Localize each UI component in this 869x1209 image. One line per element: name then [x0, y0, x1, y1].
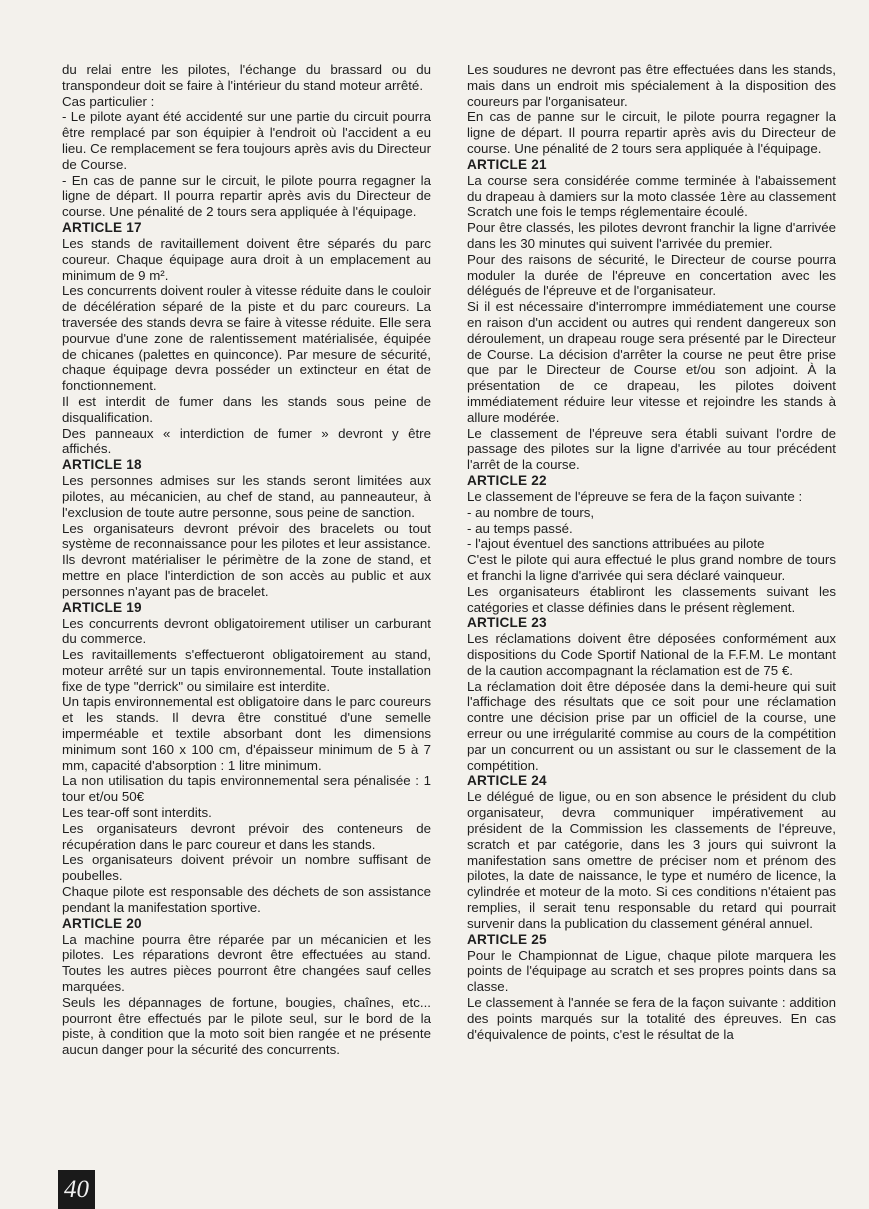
paragraph: Le délégué de ligue, ou en son absence le président du club organisateur, devra communiquer impérativement au président de la Commission les classements de l'épreuve, scratch et par catégorie, dans les 3 jours qui suivront la manifestation sans omettre de préciser nom et prénom des pilotes, la date de naissance, le type et numéro de licence, la cylindrée et moteur de la moto. Si ces conditions n'étaient pas remplies, il serait tenu responsable du retard qui pourrait survenir dans la publication du classement général annuel.: [467, 789, 836, 931]
paragraph: Ils devront matérialiser le périmètre de la zone de stand, et mettre en place l'interdiction de son accès au public et aux personnes n'ayant pas de bracelet.: [62, 552, 431, 599]
paragraph: - au nombre de tours,: [467, 504, 595, 520]
paragraph: Les concurrents devront obligatoirement utiliser un carburant du commerce.: [62, 615, 431, 647]
paragraph: La réclamation doit être déposée dans la demi-heure qui suit l'affichage des résultats que ce soit pour une réclamation contre une décision prise par un officiel de la course, une erreur ou une irrégularité commise au cours de la compétition par un concurrent ou un assistant ou sur le classement de la compétition.: [467, 678, 836, 773]
paragraph: Cas particulier :: [62, 93, 155, 109]
paragraph: C'est le pilote qui aura effectué le plus grand nombre de tours et franchi la ligne d'arrivée qui sera déclaré vainqueur.: [467, 552, 836, 583]
article-heading: ARTICLE 19: [62, 599, 142, 615]
paragraph: La course sera considérée comme terminée à l'abaissement du drapeau à damiers sur la moto classée 1ère au classement Scratch une fois le temps réglementaire écoulé.: [467, 172, 836, 220]
article-heading: ARTICLE 22: [467, 472, 547, 488]
paragraph: La non utilisation du tapis environnemental sera pénalisée : 1 tour et/ou 50€: [62, 773, 431, 805]
paragraph: En cas de panne sur le circuit, le pilote pourra regagner la ligne de départ. Il pourra repartir après avis du Directeur de course. Une pénalité de 2 tours sera appliquée à l'équipage.: [467, 109, 836, 156]
paragraph: Les tear-off sont interdits.: [62, 805, 212, 821]
paragraph: Pour des raisons de sécurité, le Directeur de course pourra moduler la durée de l'épreuve en concertation avec les délégués de l'épreuve et de l'organisateur.: [467, 251, 836, 299]
page-number: 40: [58, 1170, 95, 1209]
article-heading: ARTICLE 24: [467, 773, 547, 789]
paragraph: Chaque pilote est responsable des déchets de son assistance pendant la manifestation sportive.: [62, 884, 431, 915]
paragraph: - Le pilote ayant été accidenté sur une partie du circuit pourra être remplacé par son équipier à l'endroit où l'accident a eu lieu. Ce remplacement se fera toujours après avis du Directeur de Course.: [62, 109, 431, 172]
paragraph: Si il est nécessaire d'interrompre immédiatement une course en raison d'un accident ou autres qui rendent dangereux son déroulement, un drapeau rouge sera présenté par le Directeur de Course. La décision d'arrêter la course ne peut être prise que par le Directeur de Course et/ou son adjoint. À la présentation de ce drapeau, les pilotes doivent immédiatement réduire leur vitesse et rejoindre les stands à allure modérée.: [467, 299, 836, 425]
paragraph: Les organisateurs devront prévoir des bracelets ou tout système de reconnaissance pour les pilotes et leur assistance.: [62, 520, 431, 552]
paragraph: Les organisateurs établiront les classements suivant les catégories et classe définies dans le présent règlement.: [467, 583, 836, 615]
paragraph: Il est interdit de fumer dans les stands sous peine de disqualification.: [62, 393, 431, 425]
paragraph: - au temps passé.: [467, 520, 573, 536]
paragraph: Les organisateurs devront prévoir des conteneurs de récupération dans le parc coureur et dans les stands.: [62, 820, 431, 852]
paragraph: La machine pourra être réparée par un mécanicien et les pilotes. Les réparations devront être effectuées au stand. Toutes les autres pièces pourront être changées sauf celles marquées.: [62, 931, 431, 995]
paragraph: Les stands de ravitaillement doivent être séparés du parc coureur. Chaque équipage aura droit à un emplacement au minimum de 9 m².: [62, 235, 431, 283]
paragraph: Le classement de l'épreuve se fera de la façon suivante :: [467, 488, 803, 504]
paragraph: Les ravitaillements s'effectueront obligatoirement au stand, moteur arrêté sur un tapis environnemental. Toute installation fixe de type "derrick" ou similaire est interdite.: [62, 647, 431, 694]
paragraph: - l'ajout éventuel des sanctions attribuées au pilote: [467, 536, 765, 552]
paragraph: - En cas de panne sur le circuit, le pilote pourra regagner la ligne de départ. Il pourra repartir après avis du Directeur de course. Une pénalité de 2 tours sera appliquée à l'équipage.: [62, 172, 431, 220]
paragraph: Des panneaux « interdiction de fumer » devront y être affichés.: [62, 425, 431, 457]
article-heading: ARTICLE 18: [62, 457, 142, 473]
left-column: [62, 62, 431, 1058]
article-heading: ARTICLE 25: [467, 931, 547, 947]
article-heading: ARTICLE 20: [62, 915, 142, 931]
article-heading: ARTICLE 17: [62, 219, 142, 235]
paragraph: Pour être classés, les pilotes devront franchir la ligne d'arrivée dans les 30 minutes qui suivent l'arrivée du premier.: [467, 220, 836, 251]
paragraph: Seuls les dépannages de fortune, bougies, chaînes, etc... pourront être effectués par le pilote seul, sur le bord de la piste, à condition que la moto soit bien rangée et ne présente aucun danger pour la sécurité des concurrents.: [62, 994, 431, 1058]
paragraph: Le classement à l'année se fera de la façon suivante : addition des points marqués sur la totalité des épreuves. En cas d'équivalence de points, c'est le résultat de la: [467, 995, 836, 1042]
paragraph: Les personnes admises sur les stands seront limitées aux pilotes, au mécanicien, au chef de stand, au panneauteur, à l'exclusion de toute autre personne, sous peine de sanction.: [62, 473, 431, 520]
paragraph: Les soudures ne devront pas être effectuées dans les stands, mais dans un endroit mis spécialement à la disposition des coureurs par l'organisateur.: [467, 62, 836, 109]
paragraph: du relai entre les pilotes, l'échange du brassard ou du transpondeur doit se faire à l'intérieur du stand moteur arrêté.: [62, 62, 431, 93]
paragraph: Pour le Championnat de Ligue, chaque pilote marquera les points de l'équipage au scratch et ses propres points dans sa classe.: [467, 947, 836, 995]
article-heading: ARTICLE 21: [467, 156, 547, 172]
paragraph: Les concurrents doivent rouler à vitesse réduite dans le couloir de décélération séparé de la piste et du parc coureurs. La traversée des stands devra se faire à vitesse réduite. Elle sera pourvue d'une zone de ralentissement matérialisée, équipée de chicanes (palettes en quinconce). Par mesure de sécurité, chaque équipage devra posséder un extincteur en état de fonctionnement.: [62, 283, 431, 394]
paragraph: Les organisateurs doivent prévoir un nombre suffisant de poubelles.: [62, 852, 431, 884]
article-heading: ARTICLE 23: [467, 615, 547, 631]
right-column: [467, 62, 836, 1042]
paragraph: Le classement de l'épreuve sera établi suivant l'ordre de passage des pilotes sur la ligne d'arrivée au tour précédent l'arrêt de la course.: [467, 425, 836, 473]
paragraph: Les réclamations doivent être déposées conformément aux dispositions du Code Sportif National de la F.F.M. Le montant de la caution accompagnant la réclamation est de 75 €.: [467, 631, 836, 678]
paragraph: Un tapis environnemental est obligatoire dans le parc coureurs et les stands. Il devra être constitué d'une semelle imperméable et textile absorbant dont les dimensions minimum sont 160 x 100 cm, d'épaisseur minimum de 5 à 7 mm, capacité d'absorption : 1 litre minimum.: [62, 694, 431, 773]
